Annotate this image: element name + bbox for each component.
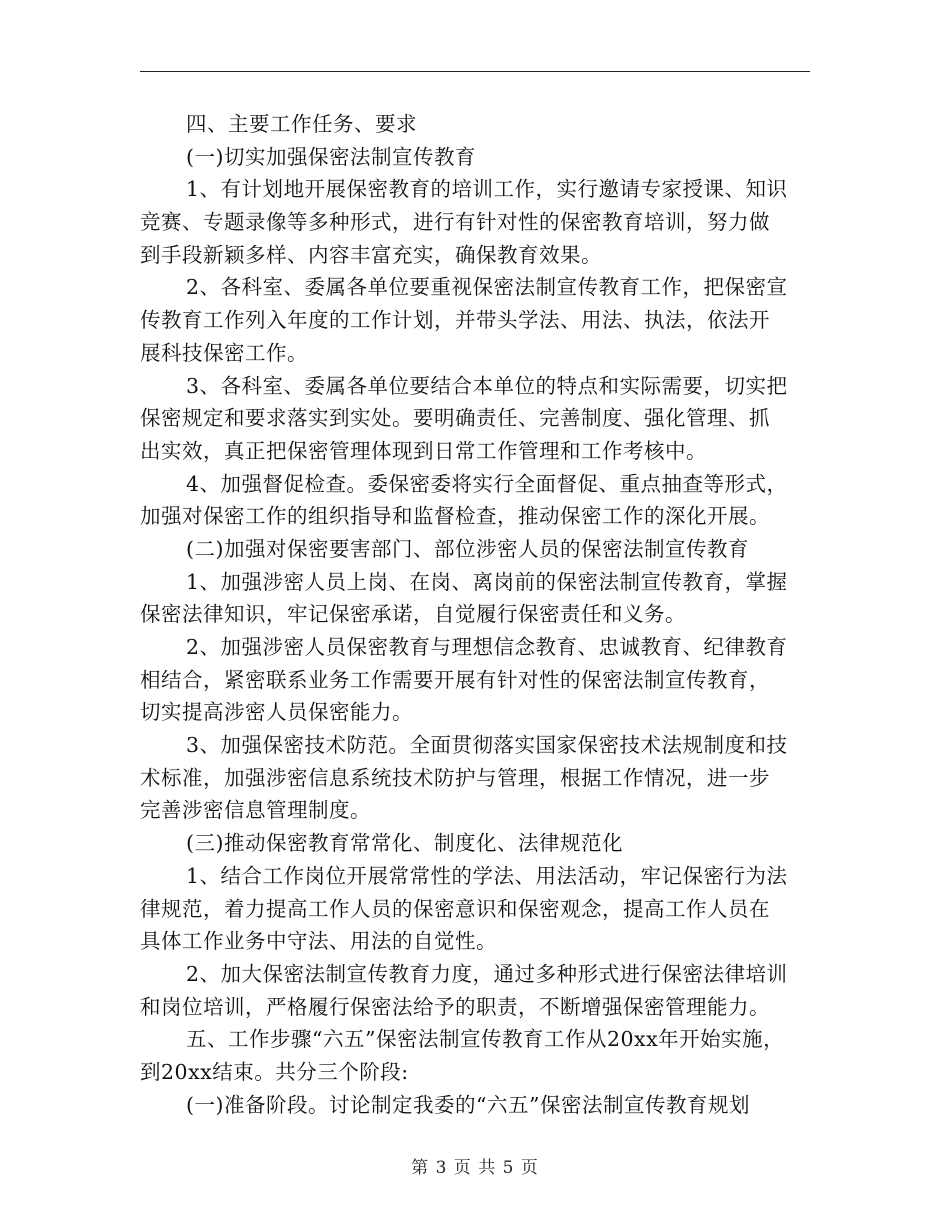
text-line: (一)切实加强保密法制宣传教育 — [186, 144, 476, 169]
text-line: 保密法律知识，牢记保密承诺，自觉履行保密责任和义务。 — [140, 602, 686, 627]
text-line: 竞赛、专题录像等多种形式，进行有针对性的保密教育培训，努力做 — [140, 210, 770, 235]
text-line: (一)准备阶段。讨论制定我委的“六五”保密法制宣传教育规划 — [186, 1092, 750, 1117]
text-line: 和岗位培训，严格履行保密法给予的职责，不断增强保密管理能力。 — [140, 994, 770, 1019]
text-line: 完善涉密信息管理制度。 — [140, 798, 371, 823]
text-line: 3、加强保密技术防范。全面贯彻落实国家保密技术法规制度和技 — [186, 733, 788, 758]
text-line: 律规范，着力提高工作人员的保密意识和保密观念，提高工作人员在 — [140, 896, 770, 921]
text-line: 五、工作步骤“六五”保密法制宣传教育工作从20xx年开始实施， — [186, 1027, 785, 1052]
page-footer: 第 3 页 共 5 页 — [411, 1158, 539, 1178]
text-line: 术标准，加强涉密信息系统技术防护与管理，根据工作情况，进一步 — [140, 765, 770, 790]
text-line: (三)推动保密教育常常化、制度化、法律规范化 — [186, 831, 623, 856]
document-body — [140, 108, 812, 1121]
text-line: 具体工作业务中守法、用法的自觉性。 — [140, 929, 497, 954]
text-line: 1、有计划地开展保密教育的培训工作，实行邀请专家授课、知识 — [186, 177, 788, 202]
text-line: 传教育工作列入年度的工作计划，并带头学法、用法、执法，依法开 — [140, 308, 770, 333]
text-line: 2、加大保密法制宣传教育力度，通过多种形式进行保密法律培训 — [186, 961, 788, 986]
text-line: 2、加强涉密人员保密教育与理想信念教育、忠诚教育、纪律教育 — [186, 635, 788, 659]
text-line: (二)加强对保密要害部门、部位涉密人员的保密法制宣传教育 — [186, 536, 749, 561]
text-line: 四、主要工作任务、要求 — [186, 112, 417, 136]
text-line: 保密规定和要求落实到实处。要明确责任、完善制度、强化管理、抓 — [140, 406, 770, 431]
text-line: 3、各科室、委属各单位要结合本单位的特点和实际需要，切实把 — [186, 373, 788, 398]
text-line: 切实提高涉密人员保密能力。 — [140, 700, 413, 725]
text-line: 出实效，真正把保密管理体现到日常工作管理和工作考核中。 — [140, 438, 707, 463]
text-line: 4、加强督促检查。委保密委将实行全面督促、重点抽查等形式， — [186, 471, 788, 496]
text-line: 到20xx结束。共分三个阶段: — [140, 1059, 409, 1084]
text-line: 加强对保密工作的组织指导和监督检查，推动保密工作的深化开展。 — [140, 504, 770, 529]
text-line: 2、各科室、委属各单位要重视保密法制宣传教育工作，把保密宣 — [186, 275, 788, 300]
text-line: 相结合，紧密联系业务工作需要开展有针对性的保密法制宣传教育， — [140, 667, 770, 692]
header-rule — [140, 71, 810, 72]
text-line: 1、结合工作岗位开展常常性的学法、用法活动，牢记保密行为法 — [186, 863, 788, 888]
text-line: 1、加强涉密人员上岗、在岗、离岗前的保密法制宣传教育，掌握 — [186, 569, 788, 594]
text-line: 到手段新颖多样、内容丰富充实，确保教育效果。 — [140, 242, 602, 267]
text-line: 展科技保密工作。 — [140, 340, 308, 365]
